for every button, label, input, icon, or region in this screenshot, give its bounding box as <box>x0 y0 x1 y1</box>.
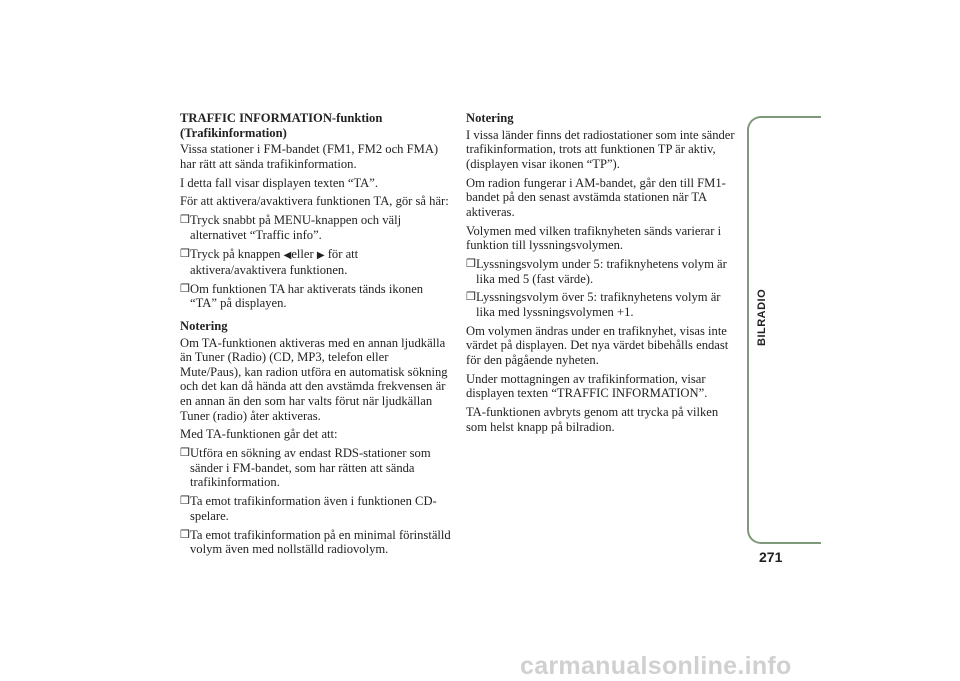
paragraph: Om radion fungerar i AM-bandet, går den till FM1-bandet på den senast avstämda stationen när TA aktiveras. <box>466 175 726 219</box>
watermark: carmanualsonline.info <box>520 652 792 680</box>
section-tab-label: BILRADIO <box>756 288 768 346</box>
note-heading: Notering <box>180 319 228 334</box>
paragraph: Under mottagningen av trafikinformation, visar displayen texten “TRAFFIC INFORMATION”. <box>466 371 708 401</box>
checkbox-bullet-icon: ❒ <box>180 247 190 260</box>
checkbox-bullet-icon: ❒ <box>466 257 476 270</box>
paragraph: Volymen med vilken trafiknyheten sänds varierar i funktion till lyssningsvolymen. <box>466 223 722 253</box>
page-number: 271 <box>759 549 783 565</box>
paragraph: Vissa stationer i FM-bandet (FM1, FM2 och FMA) har rätt att sända trafikinformation. <box>180 142 439 171</box>
list-item: ❒ Lyssningsvolym under 5: trafiknyhetens volym är lika med 5 (fast värde). <box>466 256 727 286</box>
list-item: ❒ Ta emot trafikinformation även i funktionen CD-spelare. <box>180 494 437 523</box>
paragraph: I vissa länder finns det radiostationer som inte sänder trafikinformation, trots att funktionen TP är aktiv, (displayen visar ikonen “TP”). <box>466 127 735 171</box>
section-heading: TRAFFIC INFORMATION-funktion (Trafikinformation) <box>180 111 383 140</box>
checkbox-bullet-icon: ❒ <box>180 214 190 227</box>
list-item: ❒ Om funktionen TA har aktiverats tänds ikonen “TA” på displayen. <box>180 281 424 311</box>
checkbox-bullet-icon: ❒ <box>466 291 476 304</box>
checkbox-bullet-icon: ❒ <box>180 528 190 541</box>
paragraph: Med TA-funktionen går det att: <box>180 427 338 442</box>
checkbox-bullet-icon: ❒ <box>180 495 190 508</box>
paragraph: För att aktivera/avaktivera funktionen TA, gör så här: <box>180 194 449 209</box>
checkbox-bullet-icon: ❒ <box>180 447 190 460</box>
list-item: ❒ Utföra en sökning av endast RDS-stationer som sänder i FM-bandet, som har rätten att sända trafikinformation. <box>180 446 431 490</box>
list-item: ❒ Tryck på knappen ◀eller ▶ för att aktivera/avaktivera funktionen. <box>180 246 359 278</box>
paragraph: Om volymen ändras under en trafiknyhet, visas inte värdet på displayen. Det nya värdet bibehålls endast för den pågående nyheten. <box>466 323 729 367</box>
right-column <box>466 111 742 438</box>
paragraph: Om TA-funktionen aktiveras med en annan ljudkälla än Tuner (Radio) (CD, MP3, telefon eller Mute/Paus), kan radion utföra en automatisk sökning och det kan då hända att den avstämda frekvensen är en annan än den som har valts förut när ljudkällan Tuner (radio) åter aktiveras. <box>180 335 448 423</box>
left-column <box>180 111 452 561</box>
list-item: ❒ Tryck snabbt på MENU-knappen och välj alternativet “Traffic info”. <box>180 213 402 242</box>
note-heading: Notering <box>466 111 514 125</box>
paragraph: I detta fall visar displayen texten “TA”. <box>180 175 378 190</box>
right-arrow-icon: ▶ <box>316 249 325 261</box>
list-item: ❒ Lyssningsvolym över 5: trafiknyhetens volym är lika med lyssningsvolymen +1. <box>466 290 721 319</box>
left-arrow-icon: ◀ <box>283 249 292 261</box>
list-item: ❒ Ta emot trafikinformation på en minimal förinställd volym även med nollställd radiovolym. <box>180 527 451 557</box>
checkbox-bullet-icon: ❒ <box>180 282 190 295</box>
paragraph: TA-funktionen avbryts genom att trycka på vilken som helst knapp på bilradion. <box>466 405 719 434</box>
